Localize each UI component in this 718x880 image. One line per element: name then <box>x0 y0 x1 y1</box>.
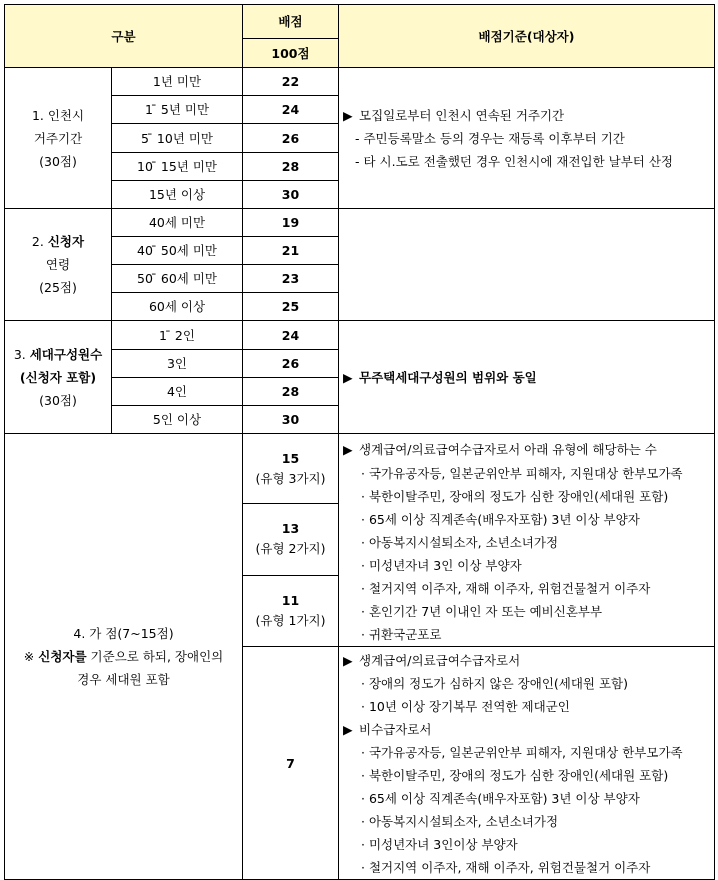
residence-score: 24 <box>243 96 339 124</box>
residence-score: 28 <box>243 153 339 181</box>
bonus-score: 13 (유형 2가지) <box>243 504 339 575</box>
header-score: 배점 <box>243 5 339 39</box>
residence-label: 1년 미만 <box>112 68 243 96</box>
age-score: 25 <box>243 293 339 321</box>
triangle-bullet-icon: ▶ <box>343 107 353 123</box>
bonus-score: 15 (유형 3가지) <box>243 434 339 504</box>
residence-title: 1. 인천시 거주기간 (30점) <box>5 68 112 209</box>
household-score: 26 <box>243 350 339 378</box>
triangle-bullet-icon: ▶ <box>343 653 353 668</box>
bonus-title: 4. 가 점(7~15점) ※ 신청자를 기준으로 하되, 장애인의 경우 세대원 포함 <box>5 434 243 880</box>
header-score-total: 100점 <box>243 39 339 68</box>
triangle-bullet-icon: ▶ <box>343 369 353 385</box>
household-score: 24 <box>243 321 339 350</box>
residence-score: 30 <box>243 181 339 209</box>
bonus-score: 7 <box>243 647 339 880</box>
residence-label: 5 ̄ 10년 미만 <box>112 124 243 153</box>
header-category: 구분 <box>5 5 243 68</box>
residence-label: 1 ̄ 5년 미만 <box>112 96 243 124</box>
residence-label: 10 ̄ 15년 미만 <box>112 153 243 181</box>
scoring-table <box>4 4 715 880</box>
residence-criteria: ▶ 모집일로부터 인천시 연속된 거주기간 - 주민등록말소 등의 경우는 재등록 이후부터 기간 - 타 시.도로 전출했던 경우 인천시에 재전입한 날부터 산정 <box>339 68 715 209</box>
household-score: 28 <box>243 378 339 406</box>
age-label: 60세 이상 <box>112 293 243 321</box>
household-label: 5인 이상 <box>112 406 243 434</box>
residence-score: 26 <box>243 124 339 153</box>
residence-score: 22 <box>243 68 339 96</box>
age-label: 40세 미만 <box>112 209 243 237</box>
household-score: 30 <box>243 406 339 434</box>
age-score: 19 <box>243 209 339 237</box>
age-criteria <box>339 209 715 321</box>
bonus-criteria-b: ▶ 생계급여/의료급여수급자로서 · 장애의 정도가 심하지 않은 장애인(세대원 포함) · 10년 이상 장기복무 전역한 제대군인 ▶ 비수급자로서 · 국가유공자등, 일본군위안부 피해자, 지원대상 한부모가족 · 북한이탈주민, 장애의 정도가 심한 장애인(세대원 포함) · 65세 이상 직계존속(배우자포함) 3년 이상 부양자 · 아동복지시설퇴소자, 소년소녀가정 · 미성년자녀 3인이상 부양자 · 철거지역 이주자, 재해 이주자, 위험건물철거 이주자 <box>339 647 715 880</box>
residence-label: 15년 이상 <box>112 181 243 209</box>
age-label: 50 ̄ 60세 미만 <box>112 265 243 293</box>
household-criteria: ▶ 무주택세대구성원의 범위와 동일 <box>339 321 715 434</box>
household-title: 3. 세대구성원수 (신청자 포함) (30점) <box>5 321 112 434</box>
bonus-criteria-a: ▶ 생계급여/의료급여수급자로서 아래 유형에 해당하는 수 · 국가유공자등, 일본군위안부 피해자, 지원대상 한부모가족 · 북한이탈주민, 장애의 정도가 심한 장애인(세대원 포함) · 65세 이상 직계존속(배우자포함) 3년 이상 부양자 · 아동복지시설퇴소자, 소년소녀가정 · 미성년자녀 3인 이상 부양자 · 철거지역 이주자, 재해 이주자, 위험건물철거 이주자 · 혼인기간 7년 이내인 자 또는 예비신혼부부 · 귀환국군포로 <box>339 434 715 647</box>
triangle-bullet-icon: ▶ <box>343 722 353 737</box>
bonus-score: 11 (유형 1가지) <box>243 575 339 646</box>
age-score: 23 <box>243 265 339 293</box>
triangle-bullet-icon: ▶ <box>343 442 353 457</box>
household-label: 3인 <box>112 350 243 378</box>
header-criteria: 배점기준(대상자) <box>339 5 715 68</box>
household-label: 1 ̄ 2인 <box>112 321 243 350</box>
age-title: 2. 신청자 연령 (25점) <box>5 209 112 321</box>
household-label: 4인 <box>112 378 243 406</box>
age-label: 40 ̄ 50세 미만 <box>112 237 243 265</box>
age-score: 21 <box>243 237 339 265</box>
